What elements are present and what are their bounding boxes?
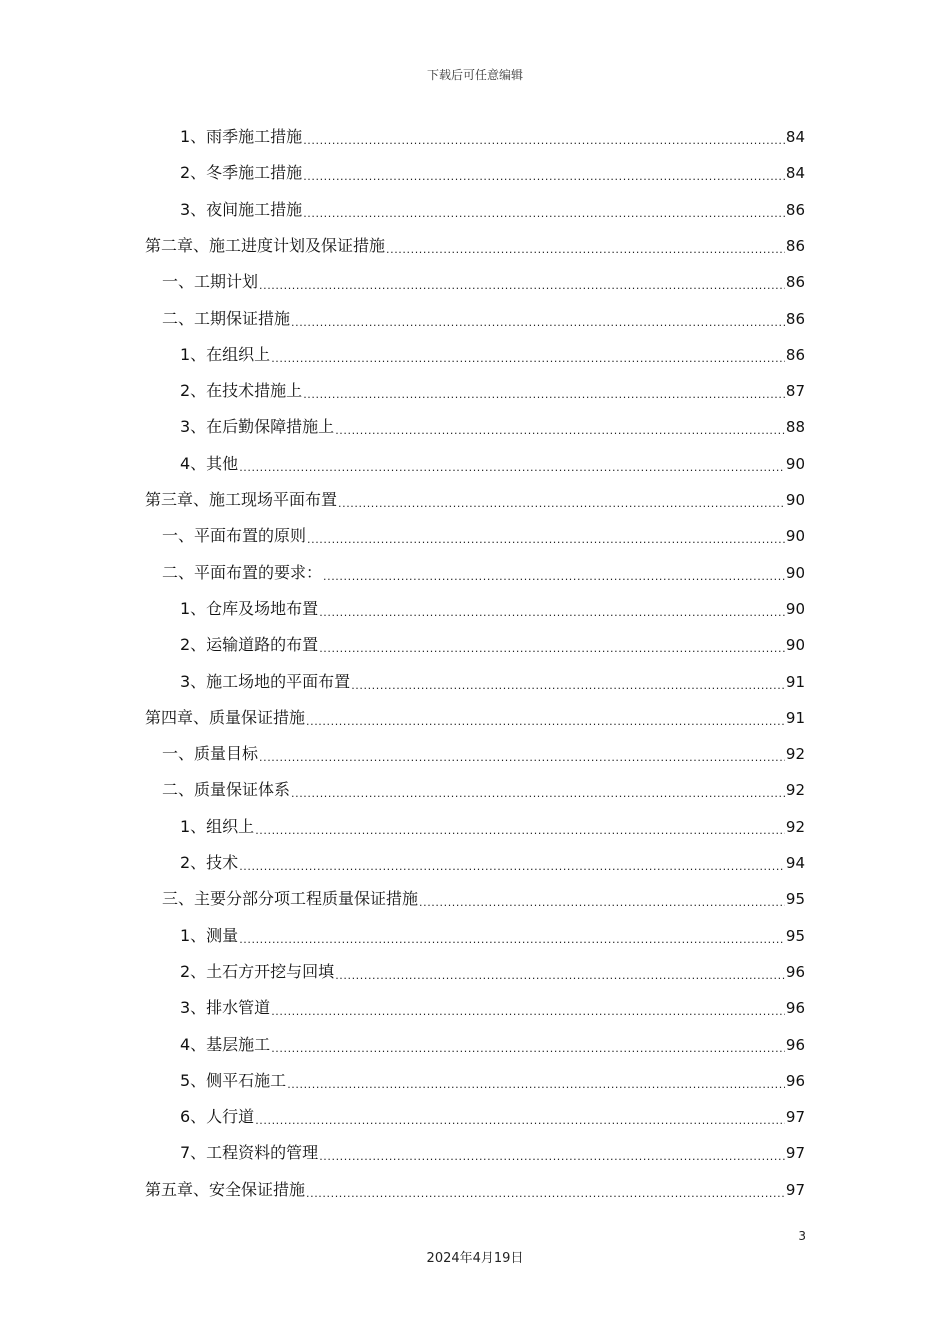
toc-entry-page: 87 <box>785 382 805 401</box>
toc-leader-dots <box>351 678 785 694</box>
toc-entry[interactable] <box>180 597 805 621</box>
toc-entry-title: 一、平面布置的原则 <box>162 526 307 546</box>
toc-entry-title: 二、工期保证措施 <box>162 308 291 328</box>
toc-leader-dots <box>303 133 785 149</box>
toc-entry-page: 97 <box>785 1108 805 1127</box>
toc-entry-page: 92 <box>785 817 805 836</box>
toc-entry[interactable] <box>180 633 805 657</box>
toc-entry-page: 90 <box>785 563 805 582</box>
toc-entry[interactable] <box>180 198 805 222</box>
toc-entry-title: 1、在组织上 <box>180 344 271 364</box>
toc-entry-page: 94 <box>785 854 805 872</box>
toc-entry-page: 95 <box>785 890 805 909</box>
toc-entry[interactable] <box>180 960 805 984</box>
toc-entry[interactable] <box>145 1178 805 1202</box>
toc-leader-dots <box>239 460 785 476</box>
toc-entry-title: 4、其他 <box>180 453 239 473</box>
toc-entry-title: 2、运输道路的布置 <box>180 635 319 655</box>
toc-leader-dots <box>323 569 785 585</box>
toc-entry-page: 92 <box>785 745 805 764</box>
toc-entry[interactable] <box>162 307 805 331</box>
toc-entry[interactable] <box>180 452 805 476</box>
toc-entry-title: 6、人行道 <box>180 1107 255 1127</box>
toc-entry-title: 1、测量 <box>180 925 239 945</box>
toc-entry-title: 7、工程资料的管理 <box>180 1143 319 1163</box>
toc-entry[interactable] <box>180 924 805 948</box>
toc-entry-page: 92 <box>785 781 805 800</box>
toc-entry-page: 97 <box>785 1144 805 1163</box>
toc-leader-dots <box>335 423 785 439</box>
toc-leader-dots <box>259 278 785 294</box>
toc-leader-dots <box>303 387 785 403</box>
toc-entry-title: 2、在技术措施上 <box>180 381 303 401</box>
toc-entry[interactable] <box>180 161 805 185</box>
toc-leader-dots <box>319 1149 785 1165</box>
toc-entry-title: 第五章、安全保证措施 <box>145 1179 306 1199</box>
toc-entry-page: 86 <box>785 273 805 292</box>
toc-entry[interactable] <box>162 270 805 294</box>
toc-entry[interactable] <box>180 379 805 403</box>
toc-entry-title: 3、夜间施工措施 <box>180 199 303 219</box>
toc-entry[interactable] <box>180 851 805 875</box>
toc-leader-dots <box>303 206 785 222</box>
toc-entry[interactable] <box>145 706 805 730</box>
toc-entry-page: 96 <box>785 1035 805 1054</box>
toc-entry[interactable] <box>180 815 805 839</box>
toc-leader-dots <box>291 786 785 802</box>
toc-entry[interactable] <box>180 1105 805 1129</box>
toc-entry-page: 95 <box>785 926 805 945</box>
toc-entry[interactable] <box>162 778 805 802</box>
toc-entry[interactable] <box>162 887 805 911</box>
toc-entry[interactable] <box>162 524 805 548</box>
toc-entry-page: 86 <box>785 309 805 328</box>
toc-leader-dots <box>255 823 785 839</box>
toc-leader-dots <box>291 315 785 331</box>
toc-entry[interactable] <box>180 1069 805 1093</box>
toc-leader-dots <box>287 1077 785 1093</box>
toc-leader-dots <box>386 242 785 258</box>
toc-entry-page: 91 <box>785 708 805 727</box>
toc-entry-title: 5、侧平石施工 <box>180 1070 287 1090</box>
toc-entry-page: 96 <box>785 999 805 1018</box>
toc-entry[interactable] <box>180 996 805 1020</box>
toc-entry-title: 一、质量目标 <box>162 744 259 764</box>
toc-leader-dots <box>271 351 785 367</box>
toc-entry[interactable] <box>180 1141 805 1165</box>
toc-leader-dots <box>271 1004 785 1020</box>
toc-entry-title: 2、冬季施工措施 <box>180 163 303 183</box>
toc-entry-page: 90 <box>785 491 805 509</box>
toc-entry-page: 90 <box>785 636 805 655</box>
toc-entry-page: 88 <box>785 418 805 437</box>
toc-entry-title: 3、在后勤保障措施上 <box>180 417 335 437</box>
toc-entry[interactable] <box>180 1033 805 1057</box>
toc-entry-page: 84 <box>785 128 805 146</box>
toc-entry-page: 90 <box>785 454 805 473</box>
toc-entry-page: 91 <box>785 672 805 691</box>
toc-entry-page: 90 <box>785 599 805 618</box>
toc-entry-title: 4、基层施工 <box>180 1034 271 1054</box>
toc-leader-dots <box>338 496 785 512</box>
toc-entry-page: 86 <box>785 236 805 255</box>
toc-entry-title: 二、质量保证体系 <box>162 780 291 800</box>
toc-entry-page: 96 <box>785 1071 805 1090</box>
toc-leader-dots <box>303 169 785 185</box>
toc-entry-title: 一、工期计划 <box>162 272 259 292</box>
toc-entry[interactable] <box>180 125 805 149</box>
toc-entry-title: 二、平面布置的要求： <box>162 562 323 582</box>
toc-entry-page: 96 <box>785 962 805 981</box>
toc-entry[interactable] <box>162 561 805 585</box>
toc-leader-dots <box>306 1186 785 1202</box>
toc-leader-dots <box>335 968 785 984</box>
toc-entry-page: 86 <box>785 345 805 364</box>
toc-leader-dots <box>255 1113 785 1129</box>
toc-entry-title: 1、组织上 <box>180 816 255 836</box>
toc-entry[interactable] <box>180 670 805 694</box>
toc-entry-title: 2、土石方开挖与回填 <box>180 961 335 981</box>
page-footer-date: 2024年4月19日 <box>426 1251 524 1266</box>
toc-entry-page: 84 <box>785 164 805 183</box>
toc-leader-dots <box>419 895 785 911</box>
toc-leader-dots <box>307 532 785 548</box>
toc-leader-dots <box>271 1041 785 1057</box>
toc-entry[interactable] <box>180 415 805 439</box>
toc-leader-dots <box>259 750 785 766</box>
toc-entry-title: 三、主要分部分项工程质量保证措施 <box>162 889 419 909</box>
toc-entry-page: 86 <box>785 200 805 219</box>
toc-entry[interactable] <box>145 234 805 258</box>
toc-entry-title: 1、雨季施工措施 <box>180 127 303 146</box>
toc-entry-title: 第四章、质量保证措施 <box>145 707 306 727</box>
page-header: 下载后可任意编辑 <box>426 68 523 82</box>
toc-entry-page: 90 <box>785 527 805 546</box>
toc-leader-dots <box>319 641 785 657</box>
toc-entry-page: 97 <box>785 1180 805 1199</box>
toc-entry[interactable] <box>145 488 805 512</box>
page-number: 3 <box>798 1229 806 1243</box>
toc-leader-dots <box>306 714 785 730</box>
toc-leader-dots <box>239 859 785 875</box>
toc-entry[interactable] <box>162 742 805 766</box>
toc-entry-title: 第三章、施工现场平面布置 <box>145 490 338 509</box>
toc-leader-dots <box>319 605 785 621</box>
toc-entry-title: 3、施工场地的平面布置 <box>180 671 351 691</box>
toc-leader-dots <box>239 932 785 948</box>
toc-entry-title: 第二章、施工进度计划及保证措施 <box>145 235 386 255</box>
toc-entry-title: 3、排水管道 <box>180 998 271 1018</box>
toc-entry[interactable] <box>180 343 805 367</box>
toc-entry-title: 1、仓库及场地布置 <box>180 598 319 618</box>
toc-entry-title: 2、技术 <box>180 853 239 872</box>
